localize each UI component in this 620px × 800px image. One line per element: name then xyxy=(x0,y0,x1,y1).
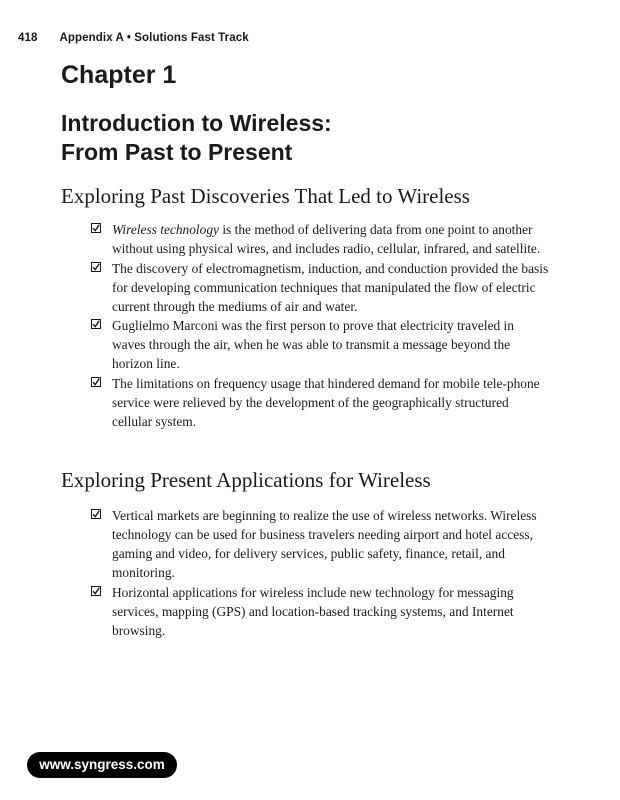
running-head-label: Appendix A • Solutions Fast Track xyxy=(59,32,249,44)
checked-box-icon xyxy=(91,223,101,233)
chapter-subtitle-line-2: From Past to Present xyxy=(61,139,293,165)
checked-box-icon xyxy=(91,319,101,329)
bullet-text: Vertical markets are beginning to realize the use of wireless networks. Wireless technology can be used for business travelers needing airport and hotel access, gaming and video, for delivery services, public safety, finance, retail, and monitoring. xyxy=(112,508,537,580)
chapter-subtitle xyxy=(61,109,332,167)
list-item xyxy=(90,316,550,373)
running-head xyxy=(18,32,249,44)
footer-website-link[interactable]: www.syngress.com xyxy=(27,752,177,778)
section-heading-past-discoveries: Exploring Past Discoveries That Led to Wireless xyxy=(61,184,470,208)
checked-box-icon xyxy=(91,377,101,387)
chapter-title: Chapter 1 xyxy=(61,61,177,89)
list-item xyxy=(90,259,550,316)
checked-box-icon xyxy=(91,262,101,272)
page-number: 418 xyxy=(18,32,38,44)
bullet-italic-term: Wireless technology xyxy=(112,222,219,237)
bullet-text: The discovery of electromagnetism, induction, and conduction provided the basis for developing communication techniques that manipulated the flow of electric current through the mediums of air and water. xyxy=(112,260,549,314)
list-item xyxy=(90,220,550,258)
bullet-list-past-discoveries xyxy=(90,220,550,431)
checked-box-icon xyxy=(91,509,101,519)
bullet-text: is the method of delivering data from one point to another without using physical wires, and includes radio, cellular, infrared, and satellite. xyxy=(112,222,541,256)
bullet-text: Horizontal applications for wireless include new technology for messaging services, mapping (GPS) and location-based tracking systems, and Internet browsing. xyxy=(112,584,514,638)
list-item xyxy=(90,506,550,582)
list-item xyxy=(90,374,550,431)
bullet-text: Guglielmo Marconi was the first person to prove that electricity traveled in waves through the air, when he was able to transmit a message beyond the horizon line. xyxy=(112,318,514,371)
bullet-list-present-applications xyxy=(90,506,550,640)
list-item xyxy=(90,583,550,640)
checked-box-icon xyxy=(91,586,101,596)
section-heading-present-applications: Exploring Present Applications for Wireless xyxy=(61,468,431,492)
chapter-subtitle-line-1: Introduction to Wireless: xyxy=(61,110,332,136)
bullet-text: The limitations on frequency usage that hindered demand for mobile tele-phone service were relieved by the development of the geographically structured cellular system. xyxy=(112,375,540,429)
